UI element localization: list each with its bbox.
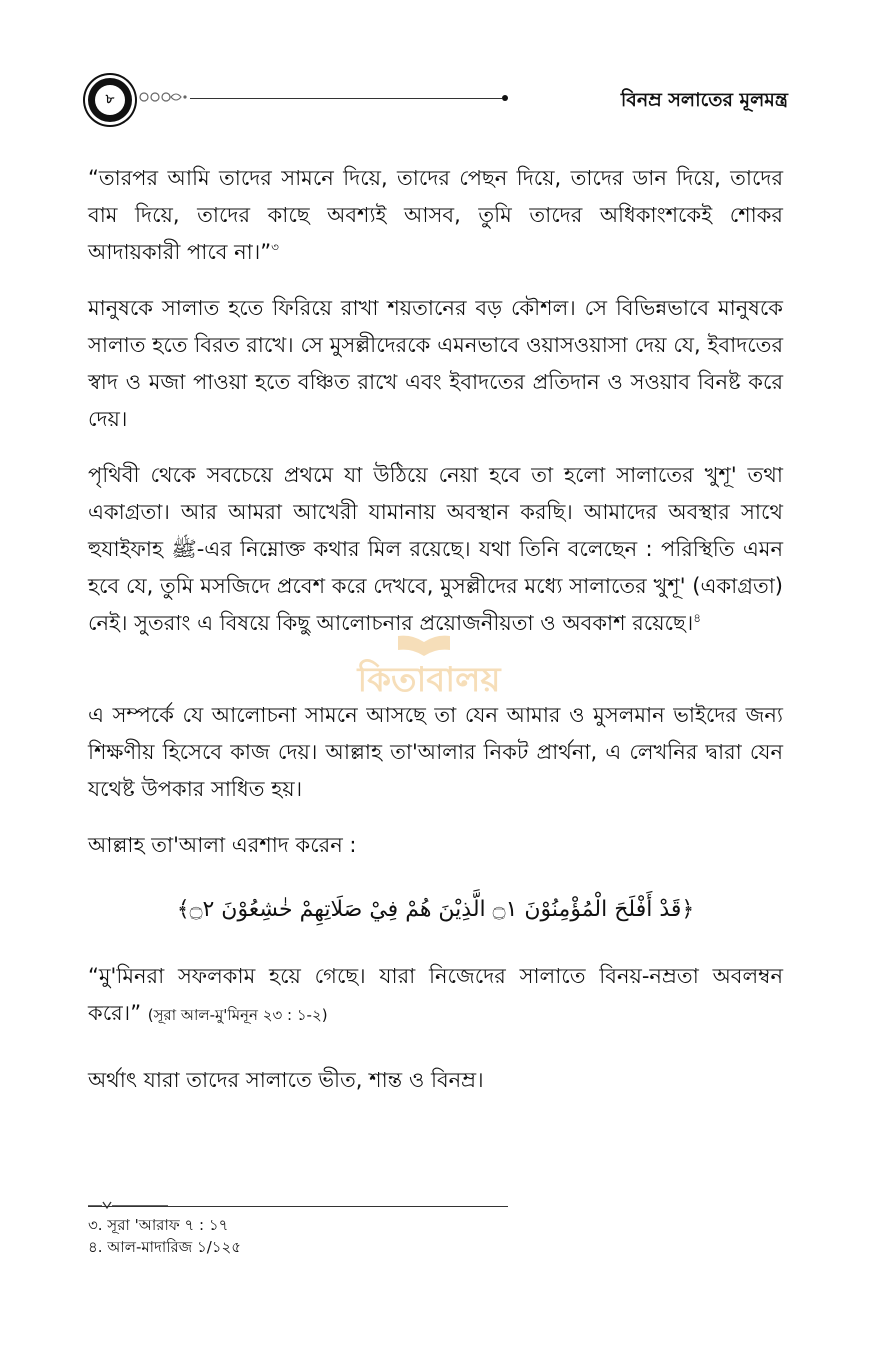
footnote-ref: ৪ [693,611,702,625]
footnote-rule-ornament [88,1200,168,1214]
publisher-watermark [334,632,524,704]
footnote-item: ৩. সূরা 'আরাফ ৭ : ১৭ [88,1216,229,1234]
page-header [88,78,788,134]
header-rule-dot [502,95,508,101]
paragraph-meaning [88,1062,783,1099]
watermark-text: কিতাবালয় [357,660,501,700]
paragraph-text: পৃথিবী থেকে সবচেয়ে প্রথমে যা উঠিয়ে নেয়া হবে তা হলো সালাতের খুশূ' তথা একাগ্রতা। আর আমরা আখেরী যামানায় অবস্থান করছি। আমাদের অবস্থার সাথে হুযাইফাহ ﷺ-এর নিম্নোক্ত কথার মিল রয়েছে। যথা তিনি বলেছেন : পরিস্থিতি এমন হবে যে, তুমি মসজিদে প্রবেশ করে দেখবে, মুসল্লীদের মধ্যে সালাতের খুশূ' (একাগ্রতা) নেই। সুতরাং এ বিষয়ে কিছু আলোচনার প্রয়োজনীয়তা ও অবকাশ রয়েছে। [88,463,783,635]
paragraph-shaytan [88,290,783,438]
paragraph-prayer [88,697,783,808]
verse-citation: (সূরা আল-মু'মিনূন ২৩ : ১-২) [147,1006,328,1024]
header-rule [190,98,502,99]
paragraph-text: এ সম্পর্কে যে আলোচনা সামনে আসছে তা যেন আমার ও মুসলমান ভাইদের জন্য শিক্ষণীয় হিসেবে কাজ দেয়। আল্লাহ তা'আলার নিকট প্রার্থনা, এ লেখনির দ্বারা যেন যথেষ্ট উপকার সাধিত হয়। [88,703,783,801]
paragraph-text: “তারপর আমি তাদের সামনে দিয়ে, তাদের পেছন দিয়ে, তাদের ডান দিয়ে, তাদের বাম দিয়ে, তাদের কাছে অবশ্যই আসব, তুমি তাদের অধিকাংশকেই শোকর আদায়কারী পাবে না।” [88,166,783,264]
paragraph-text: মানুষকে সালাত হতে ফিরিয়ে রাখা শয়তানের বড় কৌশল। সে বিভিন্নভাবে মানুষকে সালাত হতে বিরত রাখে। সে মুসল্লীদেরকে এমনভাবে ওয়াসওয়াসা দেয় যে, ইবাদতের স্বাদ ও মজা পাওয়া হতে বঞ্চিত রাখে এবং ইবাদতের প্রতিদান ও সওয়াব বিনষ্ট করে দেয়। [88,296,783,431]
paragraph-text: আল্লাহ তা'আলা এরশাদ করেন : [88,833,357,857]
running-title: বিনম্র সলাতের মূলমন্ত্র [620,89,788,111]
paragraph-intro-verse [88,827,783,864]
footnote-item: ৪. আল-মাদারিজ ১/১২৫ [88,1238,242,1256]
paragraph-khushu [88,457,783,642]
footnote-ref: ৩ [271,240,279,254]
arabic-verse: ﴿قَدْ أَفْلَحَ الْمُؤْمِنُوْنَ ۝١ الَّذِيْنَ هُمْ فِيْ صَلَاتِهِمْ خٰشِعُوْنَ ۝٢﴾ [176,897,695,922]
footnote-rule [88,1206,508,1207]
paragraph-quote [88,160,783,271]
page-number-badge [88,78,132,122]
paragraph-text: অর্থাৎ যারা তাদের সালাতে ভীত, শান্ত ও বিনম্র। [88,1068,484,1092]
footnotes [88,1214,588,1258]
paragraph-translation [88,958,783,1034]
paragraph-text: “মু'মিনরা সফলকাম হয়ে গেছে। যারা নিজেদের সালাতে বিনয়-নম্রতা অবলম্বন করে।” [88,964,783,1025]
floral-ornament-icon [138,88,188,106]
page-number: ৮ [95,85,125,115]
